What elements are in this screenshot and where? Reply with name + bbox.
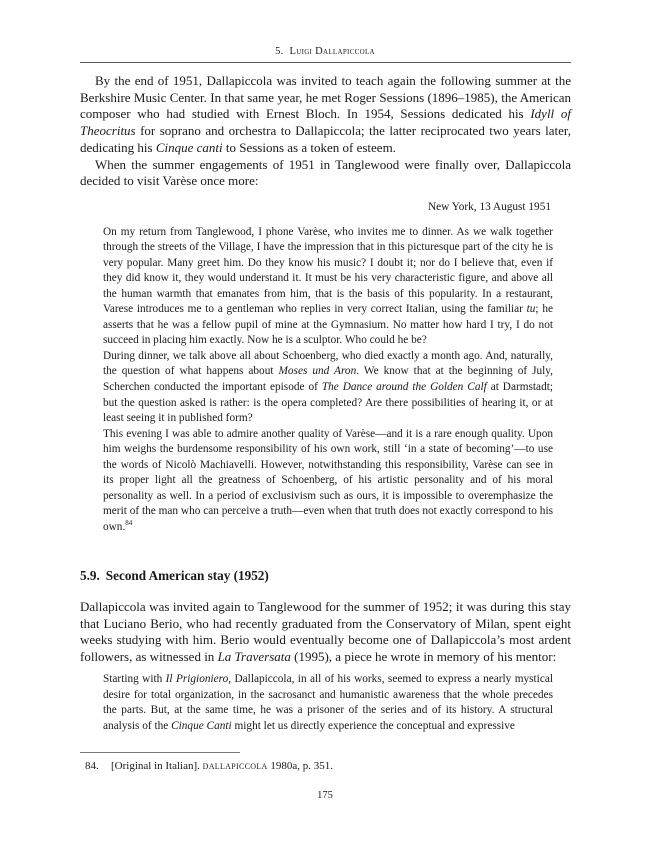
- chapter-name: Luigi Dallapiccola: [289, 46, 375, 57]
- section-title: Second American stay (1952): [105, 568, 269, 583]
- intro-paragraph-2: When the summer engagements of 1951 in Tanglewood were finally over, Dallapiccola decided to visit Varèse once more:: [80, 156, 571, 189]
- page-number: 175: [317, 790, 333, 801]
- footnote-citation: 1980a, p. 351.: [267, 760, 333, 772]
- section-number: 5.9.: [80, 568, 100, 583]
- intro-paragraph-1: By the end of 1951, Dallapiccola was invited to teach again the following summer at the Berkshire Music Center. In that same year, he met Roger Sessions (1896–1985), the American composer who had studied with Ernest Bloch. In 1954, Sessions dedicated his Idyll of Theocritus for soprano and orchestra to Dallapiccola; the latter reciprocated two years later, dedicating his Cinque canti to Sessions as a token of esteem.: [80, 73, 571, 155]
- chapter-number: 5.: [275, 46, 284, 57]
- footnote-author: dallapiccola: [202, 760, 268, 772]
- letter-paragraph-3: This evening I was able to admire another quality of Varèse—and it is a rare enough quality. Upon him weighs the burdensome responsibility of his own work, still ‘in a state of becoming’—to use the words of Nicolò Machiavelli. However, notwithstanding this responsibility, Varèse can see in its proper light all the greatness of Schoenberg, of his artistic personality and of his moral personality as well. In a period of exclusivism such as ours, it is impossible to overemphasize the merit of the man who can perceive a truth—even when that truth does not exactly correspond to his own.$^{84}$: [103, 427, 553, 533]
- section-text: [80, 599, 571, 666]
- section-heading: [80, 568, 275, 584]
- quote-paragraph: Starting with Il Prigioniero, Dallapiccola, in all of his works, seemed to express a nearly mystical desire for total organization, in the sacrosanct and humanistic awareness that the whole precedes the parts. But, at the same time, he was a prisoner of the series and of its history. A structural analysis of the Cinque Canti might let us directly experience the conceptual and expressive: [103, 673, 553, 732]
- footnote-text: [Original in Italian].: [111, 760, 203, 772]
- footnote-ref-84[interactable]: 84: [125, 519, 133, 528]
- letter-extract: [103, 200, 553, 535]
- berio-quote: [103, 672, 553, 734]
- footnote-rule: [80, 752, 240, 753]
- intro-text: [80, 73, 571, 190]
- letter-paragraph-1: On my return from Tanglewood, I phone Varèse, who invites me to dinner. As we walk together through the streets of the Village, I have the impression that in this picturesque part of the city he is very popular. Many greet him. Do they know his music? I doubt it; nor do I believe that, even if they did know it, they would understand it. It must be his very characteristic figure, and above all the human warmth that emanates from him, that is the basis of this popularity. In a restaurant, Varese introduces me to a gentleman who replies in very correct Italian, using the familiar tu; he asserts that he was a fellow pupil of mine at the Gymnasium. No matter how hard I try, I do not succeed in placing him exactly. Now he is a sculptor. Who could he be?: [103, 225, 553, 347]
- header-rule: [80, 62, 571, 63]
- letter-paragraph-2: During dinner, we talk above all about Schoenberg, who died exactly a month ago. And, naturally, the question of what happens about Moses und Aron. We know that at the beginning of July, Scherchen conducted the important episode of The Dance around the Golden Calf at Darmstadt; but the question asked is rather: is the opera completed? Are there possibilities of hearing it, or at least seeing it in published form?: [103, 349, 554, 425]
- footnote-84: [80, 760, 333, 772]
- running-head: [0, 46, 650, 57]
- letter-dateline: New York, 13 August 1951: [427, 201, 551, 213]
- footnote-number: 84.: [85, 760, 99, 772]
- section-paragraph-1: Dallapiccola was invited again to Tanglewood for the summer of 1952; it was during this stay that Luciano Berio, who had recently graduated from the Conservatory of Milan, spent eight weeks studying with him. Berio would eventually become one of Dallapiccola’s most ardent followers, as witnessed in La Traversata (1995), a piece he wrote in memory of his mentor:: [80, 599, 571, 665]
